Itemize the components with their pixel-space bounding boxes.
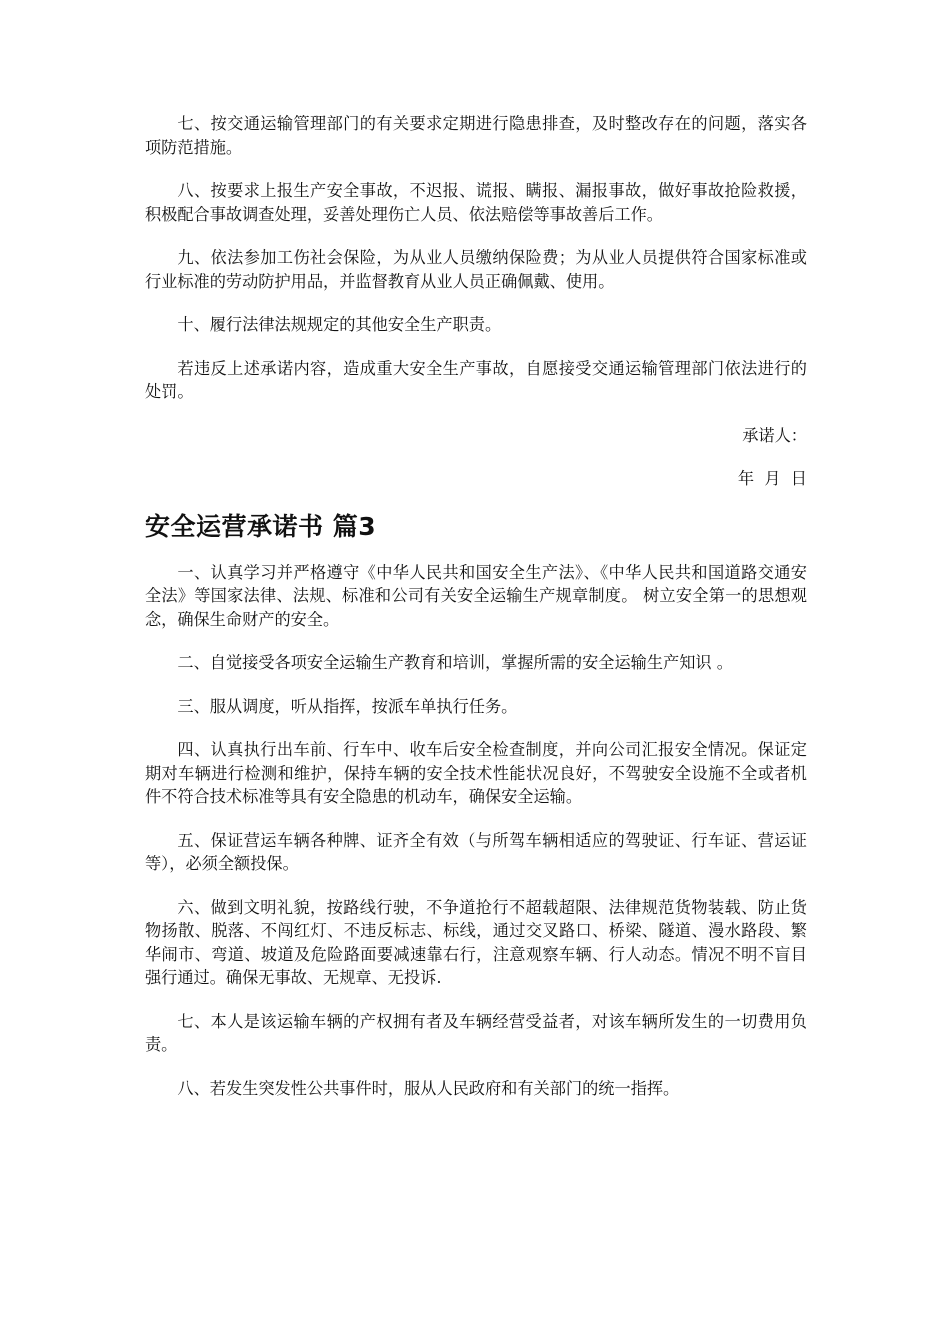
paragraph-s3-8: 八、若发生突发性公共事件时，服从人民政府和有关部门的统一指挥。 — [177, 1078, 680, 1098]
paragraph-s3-3: 三、服从调度，听从指挥，按派车单执行任务。 — [177, 696, 518, 716]
paragraph-prev-10: 十、履行法律法规规定的其他安全生产职责。 — [177, 315, 502, 334]
paragraph-s3-6: 六、做到文明礼貌，按路线行驶，不争道抢行不超载超限、法律规范货物装载、防止货物扬散、脱落、不闯红灯、不违反标志、标线，通过交叉路口、桥梁、隧道、漫水路段、繁华闹市、弯道、坡道及危险路面要减速靠右行，注意观察车辆、行人动态。情况不明不盲目强行通过。确保无事故、无规章、无投诉. — [145, 897, 807, 987]
paragraph-prev-7: 七、按交通运输管理部门的有关要求定期进行隐患排查，及时整改存在的问题，落实各项防范措施。 — [145, 114, 807, 157]
paragraph-prev-8: 八、按要求上报生产安全事故，不迟报、谎报、瞒报、漏报事故，做好事故抢险救援，积极配合事故调查处理，妥善处理伤亡人员、依法赔偿等事故善后工作。 — [145, 181, 807, 224]
date-label: 年 月 日 — [737, 469, 807, 488]
paragraph-prev-9: 九、依法参加工伤社会保险，为从业人员缴纳保险费；为从业人员提供符合国家标准或行业标准的劳动防护用品，并监督教育从业人员正确佩戴、使用。 — [145, 248, 807, 291]
paragraph-s3-4: 四、认真执行出车前、行车中、收车后安全检查制度，并向公司汇报安全情况。保证定期对车辆进行检测和维护，保持车辆的安全技术性能状况良好，不驾驶安全设施不全或者机件不符合技术标准等具有安全隐患的机动车，确保安全运输。 — [145, 740, 807, 806]
section-3-title: 安全运营承诺书 篇3 — [145, 511, 377, 541]
paragraph-s3-1: 一、认真学习并严格遵守《中华人民共和国安全生产法》、《中华人民共和国道路交通安全法》等国家法律、法规、标准和公司有关安全运输生产规章制度。 树立安全第一的思想观念，确保生命财产的安全。 — [145, 562, 807, 629]
signer-label: 承诺人： — [742, 425, 807, 445]
document-page — [145, 112, 807, 1120]
paragraph-s3-5: 五、保证营运车辆各种牌、证齐全有效（与所驾车辆相适应的驾驶证、行车证、营运证等），必须全额投保。 — [145, 830, 807, 873]
paragraph-s3-7: 七、本人是该运输车辆的产权拥有者及车辆经营受益者，对该车辆所发生的一切费用负责。 — [145, 1011, 807, 1054]
paragraph-prev-penalty: 若违反上述承诺内容，造成重大安全生产事故，自愿接受交通运输管理部门依法进行的处罚。 — [145, 358, 807, 401]
paragraph-s3-2: 二、自觉接受各项安全运输生产教育和培训，掌握所需的安全运输生产知识 。 — [177, 653, 733, 672]
